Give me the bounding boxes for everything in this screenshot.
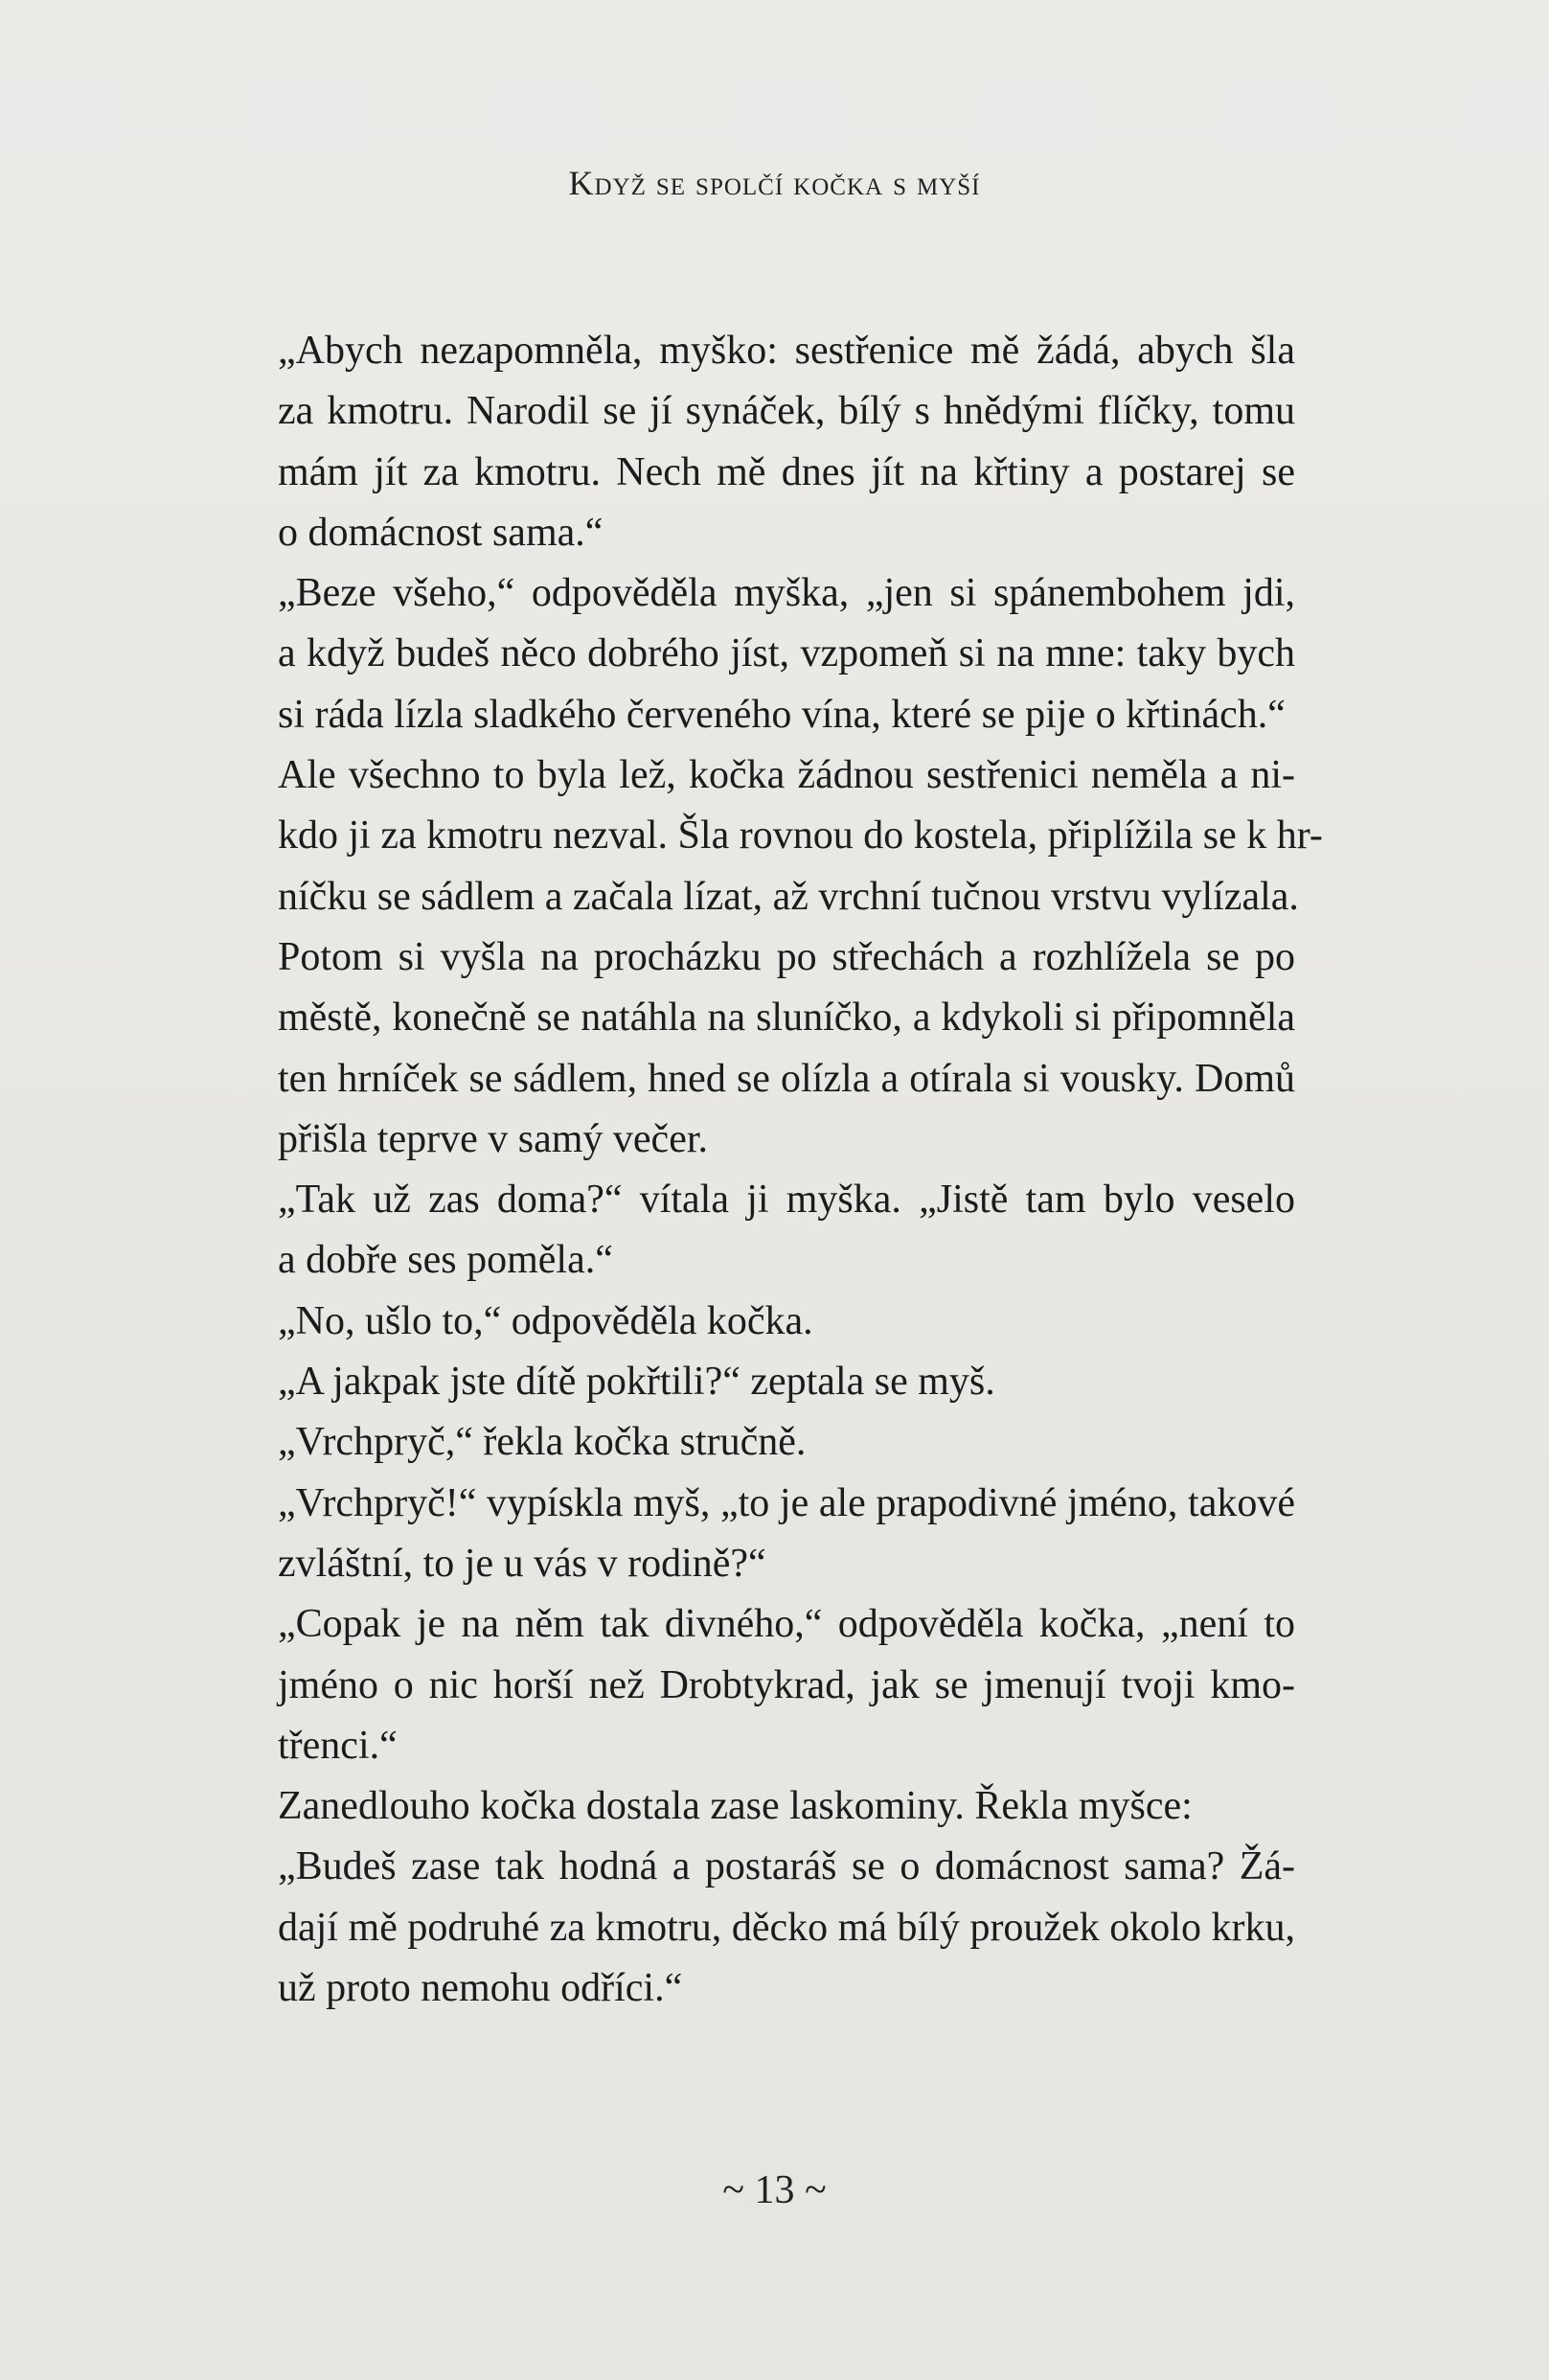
paragraph <box>230 1837 1295 2019</box>
text-line: a dobře ses poměla.“ <box>278 1238 613 1283</box>
running-head: Když se spolčí kočka s myší <box>568 164 981 202</box>
paragraph <box>230 1412 1295 1473</box>
text-line: přišla teprve v samý večer. <box>278 1116 708 1161</box>
text-line: ten hrníček se sádlem, hned se olízla a otírala si vousky. Domů <box>278 1056 1295 1101</box>
text-line: kdo ji za kmotru nezval. Šla rovnou do kostela, připlížila se k hr- <box>278 813 1323 858</box>
text-line: Potom si vyšla na procházku po střechách a rozhlížela se po <box>278 934 1295 979</box>
text-line: „Budeš zase tak hodná a postaráš se o domácnost sama? Žá- <box>278 1844 1295 1889</box>
paragraph <box>230 1776 1295 1837</box>
text-line: Zanedlouho kočka dostala zase laskominy. Řekla myšce: <box>278 1784 1193 1829</box>
text-line: „Copak je na něm tak divného,“ odpověděla kočka, „není to <box>278 1602 1295 1647</box>
page-number: ~ 13 ~ <box>722 2168 827 2212</box>
body-text <box>230 321 1323 2019</box>
text-line: „Abych nezapomněla, myško: sestřenice mě žádá, abych šla <box>278 329 1295 373</box>
text-line: jméno o nic horší než Drobtykrad, jak se jmenují tvoji kmo- <box>278 1662 1295 1707</box>
paragraph <box>230 1474 1295 1595</box>
paragraph <box>230 1594 1295 1776</box>
paragraph <box>230 321 1295 563</box>
text-line: Ale všechno to byla lež, kočka žádnou sestřenici neměla a ni- <box>278 753 1295 798</box>
text-line: níčku se sádlem a začala lízat, až vrchní tučnou vrstvu vylízala. <box>278 874 1299 919</box>
text-line: za kmotru. Narodil se jí synáček, bílý s hnědými flíčky, tomu <box>278 389 1295 434</box>
paragraph <box>230 1352 1295 1412</box>
paragraph <box>230 1292 1295 1352</box>
text-line: „Beze všeho,“ odpověděla myška, „jen si spánembohem jdi, <box>278 571 1295 616</box>
text-line: si ráda lízla sladkého červeného vína, které se pije o křtinách.“ <box>278 692 1286 737</box>
text-line: třenci.“ <box>278 1723 398 1768</box>
text-line: dají mě podruhé za kmotru, děcko má bílý proužek okolo krku, <box>278 1905 1295 1950</box>
text-line: „No, ušlo to,“ odpověděla kočka. <box>278 1298 813 1343</box>
text-line: mám jít za kmotru. Nech mě dnes jít na křtiny a postarej se <box>278 449 1295 494</box>
paragraph <box>230 1170 1295 1292</box>
paragraph <box>230 745 1323 1170</box>
text-line: „Vrchpryč,“ řekla kočka stručně. <box>278 1420 807 1465</box>
text-line: „Vrchpryč!“ vypískla myš, „to je ale prapodivné jméno, takové <box>278 1480 1295 1525</box>
text-line: o domácnost sama.“ <box>278 510 604 555</box>
text-line: a když budeš něco dobrého jíst, vzpomeň si na mne: taky bych <box>278 631 1295 676</box>
text-line: „Tak už zas doma?“ vítala ji myška. „Jistě tam bylo veselo <box>278 1178 1295 1223</box>
text-line: „A jakpak jste dítě pokřtili?“ zeptala se myš. <box>278 1360 995 1405</box>
text-line: městě, konečně se natáhla na sluníčko, a kdykoli si připomněla <box>278 995 1295 1041</box>
text-line: už proto nemohu odříci.“ <box>278 1966 683 2011</box>
paragraph <box>230 563 1295 745</box>
text-line: zvláštní, to je u vás v rodině?“ <box>278 1541 766 1586</box>
